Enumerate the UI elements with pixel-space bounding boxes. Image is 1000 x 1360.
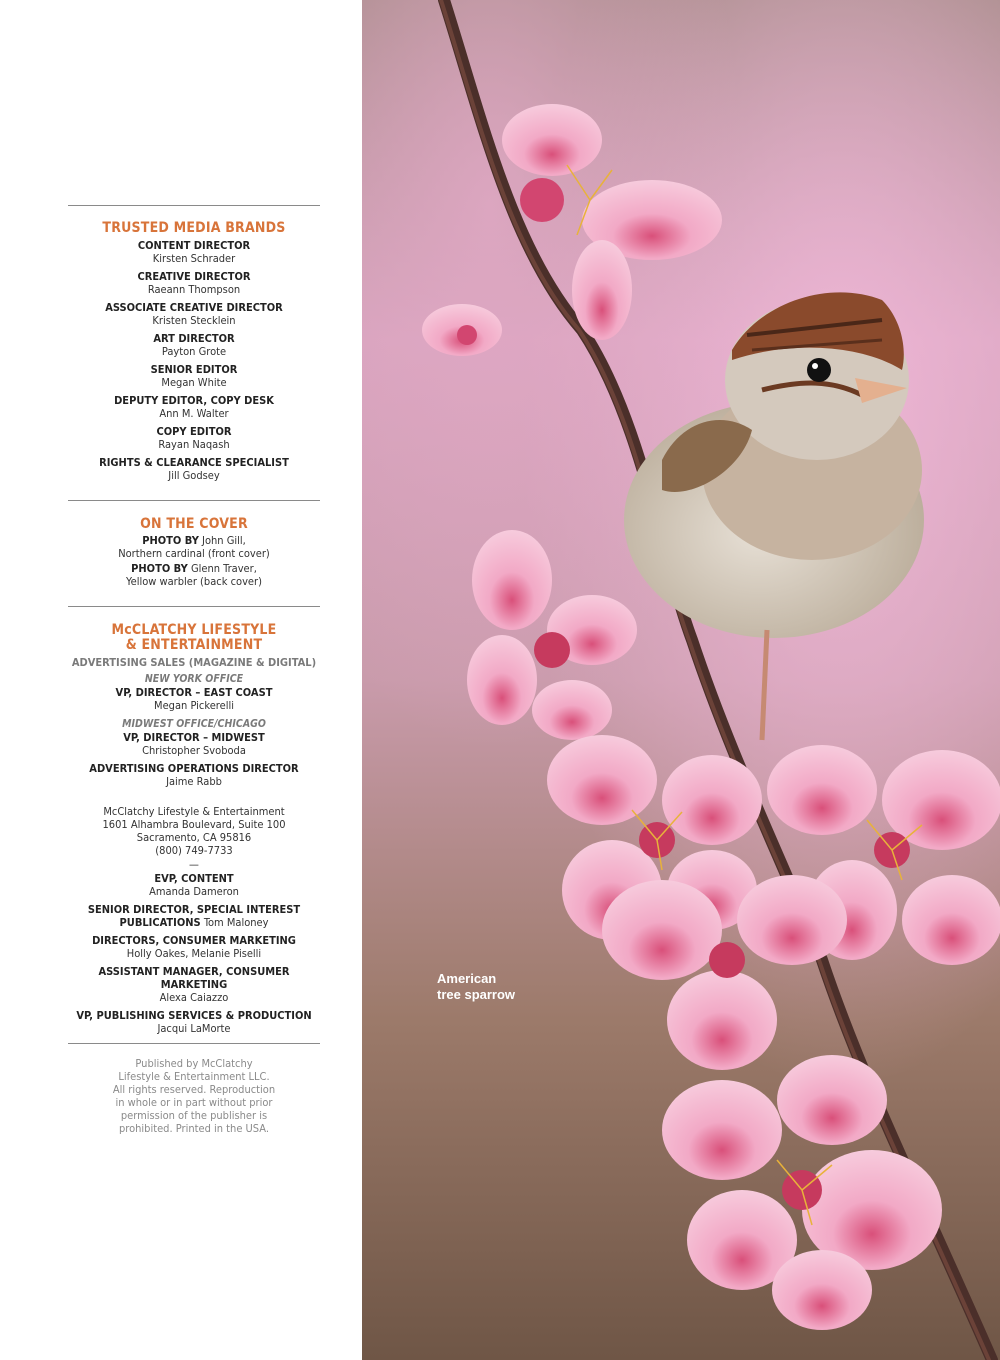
staff-entry: ART DIRECTOR Payton Grote xyxy=(153,332,235,358)
section-heading: McCLATCHY LIFESTYLE xyxy=(111,622,277,638)
staff-entry: CREATIVE DIRECTOR Raeann Thompson xyxy=(137,270,251,296)
divider xyxy=(68,606,320,607)
address-block: McClatchy Lifestyle & Entertainment 1601 Alhambra Boulevard, Suite 100 Sacramento, CA 95816 (800) 749-7733 xyxy=(102,805,286,857)
staff-entry: VP, PUBLISHING SERVICES & PRODUCTION Jacqui LaMorte xyxy=(76,1009,312,1035)
divider xyxy=(68,500,320,501)
office-label: MIDWEST OFFICE/CHICAGO xyxy=(122,718,266,730)
divider xyxy=(68,1043,320,1044)
staff-entry: ADVERTISING OPERATIONS DIRECTOR Jaime Rabb xyxy=(89,762,299,788)
staff-entry: COPY EDITOR Rayan Naqash xyxy=(156,425,232,451)
staff-entry: EVP, CONTENT Amanda Dameron xyxy=(149,872,239,898)
section-heading: TRUSTED MEDIA BRANDS xyxy=(102,220,286,236)
bird-photo xyxy=(362,0,1000,1360)
staff-entry: DEPUTY EDITOR, COPY DESK Ann M. Walter xyxy=(114,394,274,420)
divider xyxy=(68,205,320,206)
staff-entry: CONTENT DIRECTOR Kirsten Schrader xyxy=(137,239,251,265)
on-the-cover-section xyxy=(68,517,320,588)
masthead-column xyxy=(0,0,362,1360)
section-heading-line2: & ENTERTAINMENT xyxy=(125,637,263,653)
section-heading: ON THE COVER xyxy=(140,516,248,532)
staff-entry: DIRECTORS, CONSUMER MARKETING Holly Oakes, Melanie Piselli xyxy=(92,934,296,960)
dash-separator: — xyxy=(189,858,199,871)
photo-caption: American tree sparrow xyxy=(437,971,516,1002)
staff-entry: VP, DIRECTOR – MIDWEST Christopher Svoboda xyxy=(123,731,265,757)
trusted-media-brands-section xyxy=(68,221,320,487)
publisher-notice: Published by McClatchy Lifestyle & Entertainment LLC. All rights reserved. Reproduction in whole or in part without prior permission of the publisher is prohibited. Printed in the USA. xyxy=(112,1057,276,1135)
staff-entry: ASSISTANT MANAGER, CONSUMER MARKETING Alexa Caiazzo xyxy=(98,965,290,1004)
sparrow-on-blossom-illustration xyxy=(362,0,1000,1360)
office-label: NEW YORK OFFICE xyxy=(144,673,244,685)
cover-credit: PHOTO BY John Gill, Northern cardinal (front cover) xyxy=(118,534,270,560)
staff-entry: RIGHTS & CLEARANCE SPECIALIST Jill Godsey xyxy=(99,456,289,482)
staff-entry: VP, DIRECTOR – EAST COAST Megan Pickerelli xyxy=(115,686,273,712)
ad-sales-label: ADVERTISING SALES (MAGAZINE & DIGITAL) xyxy=(71,656,317,669)
cover-credit: PHOTO BY Glenn Traver, Yellow warbler (back cover) xyxy=(126,562,262,588)
staff-entry: SENIOR DIRECTOR, SPECIAL INTEREST PUBLICATIONS Tom Maloney xyxy=(87,903,301,929)
mcclatchy-section xyxy=(68,623,320,1040)
staff-entry: SENIOR EDITOR Megan White xyxy=(150,363,238,389)
staff-entry: ASSOCIATE CREATIVE DIRECTOR Kristen Stecklein xyxy=(105,301,283,327)
